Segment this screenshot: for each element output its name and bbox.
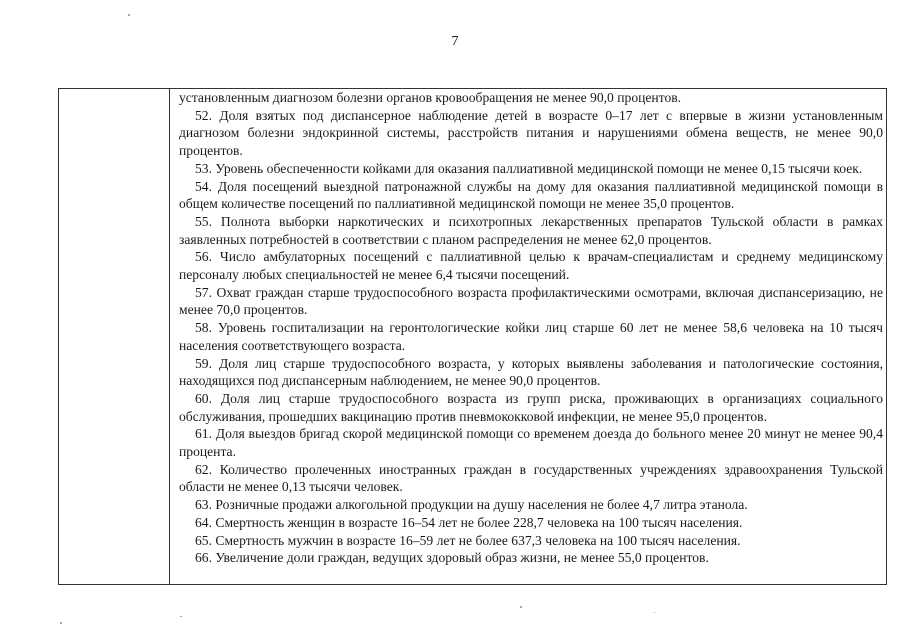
paragraph-item-63: 63. Розничные продажи алкогольной продукции на душу населения не более 4,7 литра этанола. [195, 497, 748, 513]
scan-speck [180, 616, 182, 617]
paragraph-item-55: 55. Полнота выборки наркотических и психотропных лекарственных препаратов Тульской области в рамках заявленных потребностей в соответствии с планом распределения не менее 62,0 процентов. [179, 213, 883, 247]
scan-speck [520, 606, 522, 608]
paragraph-continuation: установленным диагнозом болезни органов кровообращения не менее 90,0 процентов. [179, 90, 682, 105]
paragraph-item-64: 64. Смертность женщин в возрасте 16–54 лет не более 228,7 человека на 100 тысяч населения. [195, 514, 743, 530]
paragraph-item-52: 52. Доля взятых под диспансерное наблюдение детей в возрасте 0–17 лет с впервые в жизни установленным диагнозом болезни эндокринной системы, расстройств питания и нарушениями обмена веществ, не менее 90,0 процентов. [179, 107, 883, 159]
scan-speck [654, 612, 655, 613]
table-left-cell [59, 89, 170, 584]
paragraph-item-56: 56. Число амбулаторных посещений с паллиативной целью к врачам-специалистам и среднему медицинскому персоналу любых специальностей не менее 6,4 тысячи посещений. [179, 249, 883, 283]
paragraph-item-58: 58. Уровень госпитализации на геронтологические койки лиц старше 60 лет не менее 58,6 человека на 10 тысяч населения соответствующего возраста. [179, 320, 883, 353]
table-right-cell [171, 89, 886, 584]
paragraph-item-54: 54. Доля посещений выездной патронажной службы на дому для оказания паллиативной медицинской помощи в общем количестве посещений по паллиативной медицинской помощи не менее 35,0 процентов. [179, 178, 883, 212]
scan-speck [128, 14, 130, 16]
document-table [58, 88, 887, 585]
paragraph-item-57: 57. Охват граждан старше трудоспособного возраста профилактическими осмотрами, включая диспансеризацию, не менее 70,0 процентов. [179, 284, 883, 318]
paragraph-item-61: 61. Доля выездов бригад скорой медицинской помощи со временем доезда до больного менее 20 минут не менее 90,4 процента. [179, 426, 883, 460]
paragraph-item-65: 65. Смертность мужчин в возрасте 16–59 лет не более 637,3 человека на 100 тысяч населения. [195, 532, 741, 548]
paragraph-item-53: 53. Уровень обеспеченности койками для оказания паллиативной медицинской помощи не менее 0,15 тысячи коек. [195, 160, 863, 176]
paragraph-item-62: 62. Количество пролеченных иностранных граждан в государственных учреждениях здравоохранения Тульской области не менее 0,13 тысячи человек. [179, 461, 883, 495]
page-number: 7 [451, 34, 459, 49]
paragraph-item-59: 59. Доля лиц старше трудоспособного возраста, у которых выявлены заболевания и патологические состояния, находящихся под диспансерным наблюдением, не менее 90,0 процентов. [179, 355, 883, 389]
paragraph-item-66: 66. Увеличение доли граждан, ведущих здоровый образ жизни, не менее 55,0 процентов. [195, 550, 709, 566]
paragraph-item-60: 60. Доля лиц старше трудоспособного возраста из групп риска, проживающих в организациях социального обслуживания, прошедших вакцинацию против пневмококковой инфекции, не менее 95,0 процентов. [179, 390, 883, 424]
scan-speck [60, 622, 62, 624]
